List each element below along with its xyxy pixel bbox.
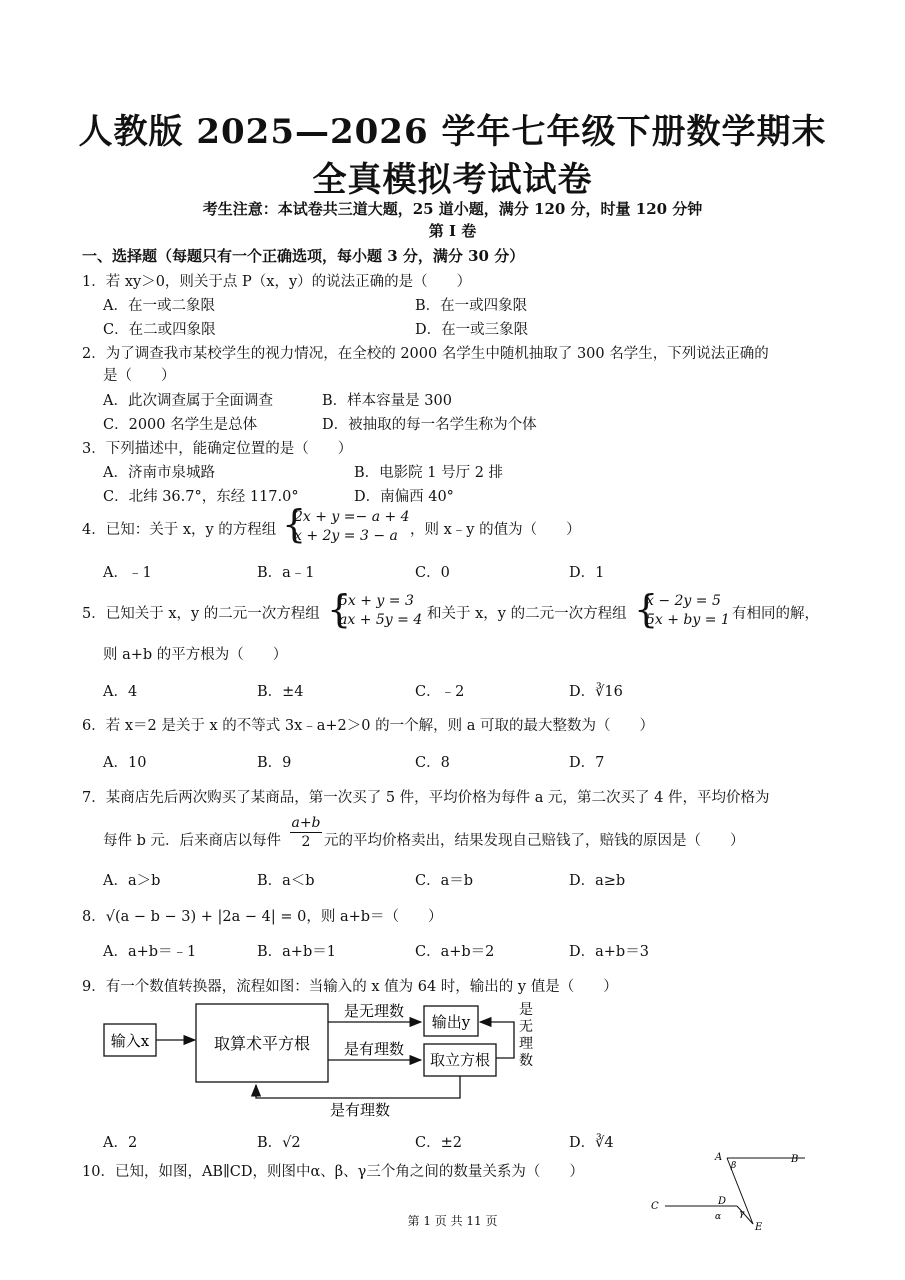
q4-system — [294, 508, 410, 546]
volume-label: 第 I 卷 — [428, 222, 477, 240]
q8-option-c: C．a+b＝2 — [415, 944, 495, 960]
q5-option-c: C．﹣2 — [415, 684, 465, 700]
label-c: C — [651, 1201, 659, 1212]
q6-option-d: D．7 — [569, 755, 605, 771]
flow-side-label-4: 数 — [519, 1053, 533, 1069]
flow-input-label: 输入x — [110, 1032, 150, 1050]
exam-title-line2: 全真模拟考试试卷 — [312, 160, 593, 200]
flow-side-label-1: 是 — [519, 1002, 533, 1018]
q1-option-d: D．在一或三象限 — [415, 322, 529, 338]
q4-stem-post: ，则 x﹣y 的值为（ ） — [410, 522, 581, 538]
q7-option-b: B．a＜b — [257, 873, 315, 889]
q9-option-b: B．√2 — [257, 1135, 301, 1151]
q5-stem-mid: 和关于 x，y 的二元一次方程组 — [427, 606, 627, 622]
label-e: E — [755, 1222, 763, 1233]
q2-stem: 2．为了调查我市某校学生的视力情况，在全校的 2000 名学生中随机抽取了 300 名学生，下列说法正确的 — [82, 346, 769, 362]
q5-system-1 — [339, 592, 422, 630]
q2-option-a: A．此次调查属于全面调查 — [103, 393, 273, 409]
q4-option-d: D．1 — [569, 565, 605, 581]
q5-system-2 — [646, 592, 730, 630]
q4-eq2: x + 2y = 3 − a — [294, 528, 398, 544]
exam-title-line1: 人教版 2025—2026 学年七年级下册数学期末 — [78, 112, 827, 152]
q4-eq1: 2x + y =− a + 4 — [294, 509, 410, 525]
q4-brace: { — [282, 502, 307, 546]
q5-s1-eq1: 5x + y = 3 — [339, 593, 414, 609]
q4-stem: 4．已知：关于 x，y 的方程组 — [82, 522, 277, 538]
section-heading: 一、选择题（每题只有一个正确选项，每小题 3 分，满分 30 分） — [82, 247, 525, 265]
q6-stem: 6．若 x＝2 是关于 x 的不等式 3x﹣a+2＞0 的一个解，则 a 可取的最大整数为（ ） — [82, 718, 654, 734]
flow-arrow-rational-label: 是有理数 — [343, 1040, 405, 1058]
q9-option-c: C．±2 — [415, 1135, 462, 1151]
q7-stem: 7．某商店先后两次购买了某商品，第一次买了 5 件，平均价格为每件 a 元，第二次买了 4 件，平均价格为 — [82, 790, 770, 806]
q3-option-a: A．济南市泉城路 — [103, 465, 215, 481]
q5-option-d: D．∛16 — [569, 684, 623, 700]
flow-sqrt-label: 取算术平方根 — [213, 1034, 311, 1053]
label-beta: β — [731, 1161, 737, 1171]
q8-option-b: B．a+b＝1 — [257, 944, 336, 960]
flow-output-label: 输出y — [431, 1013, 471, 1031]
q5-brace-1: { — [327, 587, 352, 631]
q7-fraction-numerator: a+b — [291, 815, 321, 831]
flow-side-label-3: 理 — [519, 1036, 533, 1052]
flow-arrow-back — [256, 1076, 460, 1098]
q7-stem-post: 元的平均价格卖出，结果发现自己赔钱了，赔钱的原因是（ ） — [324, 833, 745, 849]
flow-arrow-back-label: 是有理数 — [329, 1101, 391, 1119]
q2-option-d: D．被抽取的每一名学生称为个体 — [322, 417, 537, 433]
q2-option-c: C．2000 名学生是总体 — [103, 417, 258, 433]
q4-option-c: C．0 — [415, 565, 450, 581]
q5-option-a: A．4 — [103, 684, 138, 700]
q7-option-a: A．a＞b — [103, 873, 161, 889]
label-a: A — [715, 1152, 723, 1163]
q10-stem: 10．已知，如图，AB∥CD，则图中α、β、γ三个角之间的数量关系为（ ） — [82, 1164, 584, 1180]
q6-option-b: B．9 — [257, 755, 292, 771]
q5-brace-2: { — [634, 587, 659, 631]
q5-s2-eq1: x − 2y = 5 — [646, 593, 721, 609]
q5-s1-eq2: ax + 5y = 4 — [339, 612, 423, 628]
q3-option-d: D．南偏西 40° — [354, 489, 454, 505]
q5-stem-post: 有相同的解， — [732, 606, 819, 622]
q7-fraction — [290, 815, 322, 850]
q1-option-a: A．在一或二象限 — [103, 298, 215, 314]
q7-stem-pre: 每件 b 元．后来商店以每件 — [103, 833, 281, 849]
flow-side-label-2: 无 — [519, 1019, 533, 1035]
q9-flowchart — [98, 998, 548, 1123]
q7-option-c: C．a＝b — [415, 873, 474, 889]
flow-arrow-irrational-label: 是无理数 — [343, 1002, 405, 1020]
q8-option-a: A．a+b＝﹣1 — [103, 944, 197, 960]
q9-option-a: A．2 — [103, 1135, 138, 1151]
q4-option-a: A．﹣1 — [103, 565, 152, 581]
q6-option-a: A．10 — [103, 755, 147, 771]
q2-stem-cont: 是（ ） — [103, 368, 176, 384]
q9-stem: 9．有一个数值转换器，流程如图：当输入的 x 值为 64 时，输出的 y 值是（ ） — [82, 979, 618, 995]
label-alpha: α — [715, 1212, 722, 1222]
q8-stem: 8．√(a − b − 3) + |2a − 4| = 0，则 a+b＝（ ） — [82, 909, 443, 925]
q5-option-b: B．±4 — [257, 684, 304, 700]
q3-option-c: C．北纬 36.7°，东经 117.0° — [103, 489, 299, 505]
q5-stem-line2: 则 a+b 的平方根为（ ） — [103, 647, 288, 663]
flow-cube-label: 取立方根 — [429, 1051, 491, 1069]
exam-notice: 考生注意：本试卷共三道大题，25 道小题，满分 120 分，时量 120 分钟 — [202, 200, 703, 218]
q8-option-d: D．a+b＝3 — [569, 944, 649, 960]
q1-stem: 1．若 xy＞0，则关于点 P（x，y）的说法正确的是（ ） — [82, 274, 472, 290]
label-b: B — [791, 1154, 799, 1165]
q7-option-d: D．a≥b — [569, 873, 626, 889]
page-footer: 第 1 页 共 11 页 — [407, 1214, 498, 1228]
q1-option-c: C．在二或四象限 — [103, 322, 216, 338]
q1-option-b: B．在一或四象限 — [415, 298, 528, 314]
q7-fraction-denominator: 2 — [301, 834, 311, 850]
q2-option-b: B．样本容量是 300 — [322, 393, 452, 409]
q3-stem: 3．下列描述中，能确定位置的是（ ） — [82, 441, 353, 457]
q9-option-d: D．∛4 — [569, 1135, 614, 1151]
label-d: D — [718, 1196, 727, 1207]
q5-stem: 5．已知关于 x，y 的二元一次方程组 — [82, 606, 320, 622]
q6-option-c: C．8 — [415, 755, 450, 771]
q7-fraction-bar — [290, 832, 322, 833]
q3-option-b: B．电影院 1 号厅 2 排 — [354, 465, 504, 481]
label-gamma: γ — [739, 1209, 745, 1219]
q5-s2-eq2: 5x + by = 1 — [646, 612, 730, 628]
q4-option-b: B．a﹣1 — [257, 565, 315, 581]
